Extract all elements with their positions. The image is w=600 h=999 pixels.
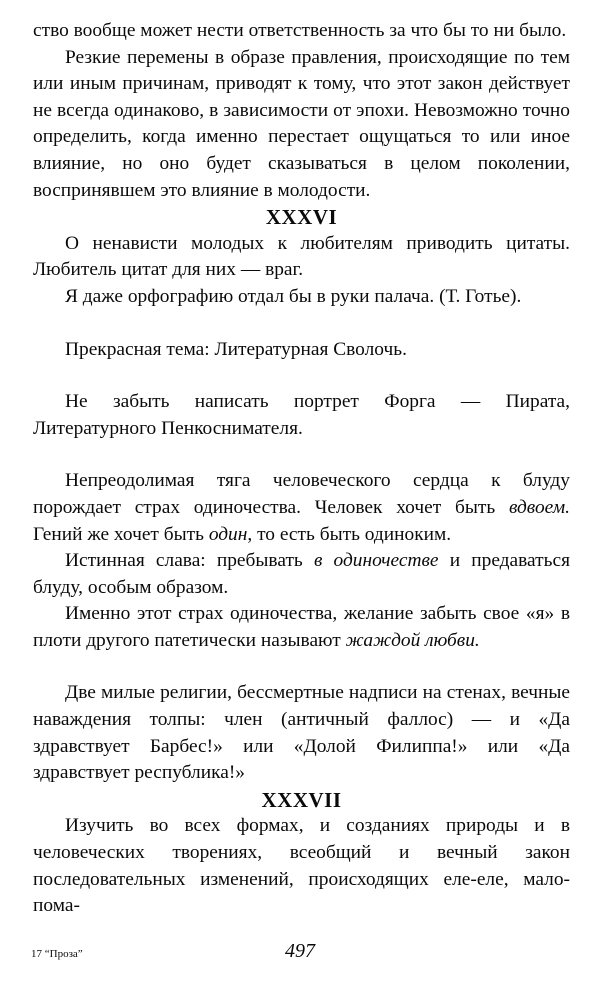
paragraph: Две милые религии, бессмертные надписи на стенах, вечные наваждения толпы: член (античный фаллос) — и «Да здравствует Барбес!» или «Долой Филиппа!» или «Да здравствует республика!» xyxy=(33,682,570,784)
paragraph: Резкие перемены в образе правления, происходящие по тем или иным причинам, приводят к тому, что этот закон действует не всегда одинаково, в зависимости от эпохи. Невозможно точно определить, когда именно перестает ощущаться то или иное влияние, но оно будет сказываться в целом поколении, воспринявшем это влияние в молодости. xyxy=(33,46,570,201)
paragraph: О ненависти молодых к любителям приводить цитаты. Любитель цитат для них — враг. xyxy=(33,232,570,281)
paragraph: Непреодолимая тяга человеческого сердца к блуду порождает страх одиночества. Человек хочет быть вдвоем. Гений же хочет быть один, то есть быть одиноким. xyxy=(33,470,570,545)
page-text xyxy=(33,18,570,920)
page-footer xyxy=(0,940,600,970)
paragraph: Истинная слава: пребывать в одиночестве и предаваться блуду, особым образом. xyxy=(33,550,570,598)
paragraph: Прекрасная тема: Литературная Сволочь. xyxy=(65,338,407,360)
section-heading: XXXVII xyxy=(261,787,342,812)
paragraph: Изучить во всех формах, и созданиях природы и в человеческих творениях, всеобщий и вечный закон последовательных изменений, происходящих еле-еле, мало-пома- xyxy=(33,815,570,917)
paragraph: Не забыть написать портрет Форга — Пирата, Литературного Пенкоснимателя. xyxy=(33,391,570,439)
page-number: 497 xyxy=(285,940,315,962)
paragraph: Я даже орфографию отдал бы в руки палача. (Т. Готье). xyxy=(65,285,522,307)
paragraph: Именно этот страх одиночества, желание забыть свое «я» в плоти другого патетически называют жаждой любви. xyxy=(33,603,570,651)
printer-signature: 17 “Проза” xyxy=(31,948,83,960)
paragraph: ство вообще может нести ответственность за что бы то ни было. xyxy=(33,20,567,41)
section-heading: XXXVI xyxy=(265,205,338,230)
